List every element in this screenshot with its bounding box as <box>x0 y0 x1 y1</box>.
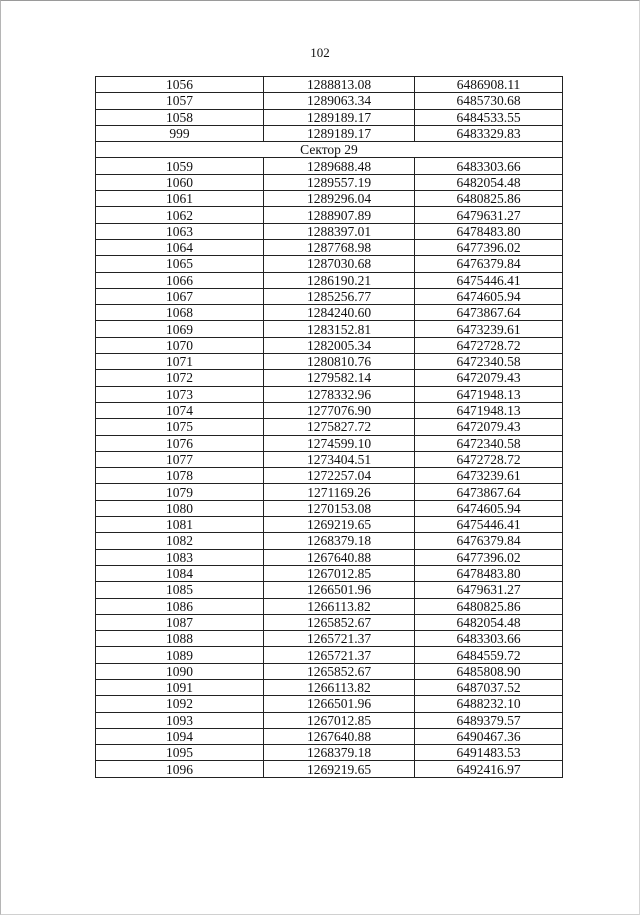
x-coordinate-cell: 1288907.89 <box>264 207 415 223</box>
table-row <box>96 256 563 272</box>
point-number-cell: 1062 <box>96 207 264 223</box>
x-coordinate-cell: 1270153.08 <box>264 500 415 516</box>
y-coordinate-cell: 6479631.27 <box>415 582 563 598</box>
table-row <box>96 728 563 744</box>
point-number-cell: 1068 <box>96 305 264 321</box>
x-coordinate-cell: 1289189.17 <box>264 109 415 125</box>
table-row <box>96 191 563 207</box>
y-coordinate-cell: 6472079.43 <box>415 370 563 386</box>
y-coordinate-cell: 6471948.13 <box>415 386 563 402</box>
x-coordinate-cell: 1278332.96 <box>264 386 415 402</box>
x-coordinate-cell: 1265721.37 <box>264 647 415 663</box>
point-number-cell: 1082 <box>96 533 264 549</box>
section-header-group <box>96 142 563 158</box>
point-number-cell: 1095 <box>96 745 264 761</box>
table-row <box>96 223 563 239</box>
table-row <box>96 696 563 712</box>
x-coordinate-cell: 1267640.88 <box>264 549 415 565</box>
y-coordinate-cell: 6477396.02 <box>415 239 563 255</box>
table-row <box>96 517 563 533</box>
x-coordinate-cell: 1282005.34 <box>264 337 415 353</box>
y-coordinate-cell: 6484533.55 <box>415 109 563 125</box>
x-coordinate-cell: 1266501.96 <box>264 696 415 712</box>
point-number-cell: 1069 <box>96 321 264 337</box>
x-coordinate-cell: 1268379.18 <box>264 745 415 761</box>
y-coordinate-cell: 6478483.80 <box>415 223 563 239</box>
table-row <box>96 272 563 288</box>
x-coordinate-cell: 1268379.18 <box>264 533 415 549</box>
y-coordinate-cell: 6485730.68 <box>415 93 563 109</box>
point-number-cell: 1061 <box>96 191 264 207</box>
x-coordinate-cell: 1286190.21 <box>264 272 415 288</box>
point-number-cell: 1057 <box>96 93 264 109</box>
y-coordinate-cell: 6489379.57 <box>415 712 563 728</box>
point-number-cell: 1064 <box>96 239 264 255</box>
point-number-cell: 1081 <box>96 517 264 533</box>
y-coordinate-cell: 6486908.11 <box>415 77 563 93</box>
x-coordinate-cell: 1265852.67 <box>264 614 415 630</box>
point-number-cell: 1067 <box>96 288 264 304</box>
table-row <box>96 549 563 565</box>
table-row <box>96 207 563 223</box>
point-number-cell: 1079 <box>96 484 264 500</box>
y-coordinate-cell: 6472728.72 <box>415 451 563 467</box>
table-row <box>96 598 563 614</box>
y-coordinate-cell: 6474605.94 <box>415 500 563 516</box>
table-row <box>96 337 563 353</box>
table-row <box>96 435 563 451</box>
y-coordinate-cell: 6485808.90 <box>415 663 563 679</box>
table-row <box>96 533 563 549</box>
point-number-cell: 1059 <box>96 158 264 174</box>
y-coordinate-cell: 6478483.80 <box>415 565 563 581</box>
y-coordinate-cell: 6483329.83 <box>415 125 563 141</box>
point-number-cell: 1096 <box>96 761 264 777</box>
x-coordinate-cell: 1277076.90 <box>264 402 415 418</box>
x-coordinate-cell: 1284240.60 <box>264 305 415 321</box>
point-number-cell: 1075 <box>96 419 264 435</box>
x-coordinate-cell: 1285256.77 <box>264 288 415 304</box>
point-number-cell: 1089 <box>96 647 264 663</box>
x-coordinate-cell: 1273404.51 <box>264 451 415 467</box>
table-row <box>96 761 563 777</box>
x-coordinate-cell: 1279582.14 <box>264 370 415 386</box>
table-row <box>96 679 563 695</box>
table-row <box>96 712 563 728</box>
table-row <box>96 663 563 679</box>
table-row <box>96 565 563 581</box>
x-coordinate-cell: 1265852.67 <box>264 663 415 679</box>
x-coordinate-cell: 1266501.96 <box>264 582 415 598</box>
x-coordinate-cell: 1288813.08 <box>264 77 415 93</box>
y-coordinate-cell: 6475446.41 <box>415 272 563 288</box>
y-coordinate-cell: 6492416.97 <box>415 761 563 777</box>
point-number-cell: 1092 <box>96 696 264 712</box>
y-coordinate-cell: 6476379.84 <box>415 256 563 272</box>
table-row <box>96 370 563 386</box>
point-number-cell: 1087 <box>96 614 264 630</box>
table-row <box>96 77 563 93</box>
y-coordinate-cell: 6473239.61 <box>415 321 563 337</box>
y-coordinate-cell: 6487037.52 <box>415 679 563 695</box>
table-row <box>96 109 563 125</box>
y-coordinate-cell: 6483303.66 <box>415 631 563 647</box>
point-number-cell: 1072 <box>96 370 264 386</box>
x-coordinate-cell: 1289557.19 <box>264 174 415 190</box>
point-number-cell: 1070 <box>96 337 264 353</box>
point-number-cell: 999 <box>96 125 264 141</box>
point-number-cell: 1066 <box>96 272 264 288</box>
y-coordinate-cell: 6480825.86 <box>415 191 563 207</box>
point-number-cell: 1074 <box>96 402 264 418</box>
table-row <box>96 419 563 435</box>
point-number-cell: 1065 <box>96 256 264 272</box>
y-coordinate-cell: 6479631.27 <box>415 207 563 223</box>
point-number-cell: 1080 <box>96 500 264 516</box>
point-number-cell: 1056 <box>96 77 264 93</box>
table-row <box>96 614 563 630</box>
section-header-row <box>96 142 563 158</box>
x-coordinate-cell: 1267012.85 <box>264 712 415 728</box>
y-coordinate-cell: 6477396.02 <box>415 549 563 565</box>
y-coordinate-cell: 6474605.94 <box>415 288 563 304</box>
y-coordinate-cell: 6473239.61 <box>415 468 563 484</box>
y-coordinate-cell: 6488232.10 <box>415 696 563 712</box>
x-coordinate-cell: 1289688.48 <box>264 158 415 174</box>
y-coordinate-cell: 6482054.48 <box>415 174 563 190</box>
y-coordinate-cell: 6484559.72 <box>415 647 563 663</box>
table-row <box>96 451 563 467</box>
x-coordinate-cell: 1289296.04 <box>264 191 415 207</box>
table-row <box>96 125 563 141</box>
point-number-cell: 1078 <box>96 468 264 484</box>
point-number-cell: 1090 <box>96 663 264 679</box>
coordinates-table <box>95 76 563 778</box>
x-coordinate-cell: 1271169.26 <box>264 484 415 500</box>
table-row <box>96 402 563 418</box>
y-coordinate-cell: 6471948.13 <box>415 402 563 418</box>
x-coordinate-cell: 1274599.10 <box>264 435 415 451</box>
x-coordinate-cell: 1272257.04 <box>264 468 415 484</box>
point-number-cell: 1088 <box>96 631 264 647</box>
table-row <box>96 745 563 761</box>
y-coordinate-cell: 6480825.86 <box>415 598 563 614</box>
x-coordinate-cell: 1267012.85 <box>264 565 415 581</box>
section-title: Сектор 29 <box>96 142 563 158</box>
y-coordinate-cell: 6473867.64 <box>415 305 563 321</box>
table-row <box>96 321 563 337</box>
x-coordinate-cell: 1288397.01 <box>264 223 415 239</box>
point-number-cell: 1077 <box>96 451 264 467</box>
point-number-cell: 1084 <box>96 565 264 581</box>
x-coordinate-cell: 1269219.65 <box>264 517 415 533</box>
x-coordinate-cell: 1289189.17 <box>264 125 415 141</box>
table-row <box>96 354 563 370</box>
table-row <box>96 631 563 647</box>
table-row <box>96 288 563 304</box>
table-row <box>96 305 563 321</box>
table-row <box>96 158 563 174</box>
x-coordinate-cell: 1266113.82 <box>264 598 415 614</box>
x-coordinate-cell: 1265721.37 <box>264 631 415 647</box>
table-body-before-section <box>96 77 563 142</box>
point-number-cell: 1076 <box>96 435 264 451</box>
point-number-cell: 1083 <box>96 549 264 565</box>
table-row <box>96 239 563 255</box>
table-row <box>96 174 563 190</box>
y-coordinate-cell: 6472728.72 <box>415 337 563 353</box>
x-coordinate-cell: 1275827.72 <box>264 419 415 435</box>
y-coordinate-cell: 6472340.58 <box>415 435 563 451</box>
x-coordinate-cell: 1289063.34 <box>264 93 415 109</box>
table-row <box>96 386 563 402</box>
point-number-cell: 1058 <box>96 109 264 125</box>
point-number-cell: 1073 <box>96 386 264 402</box>
table-row <box>96 500 563 516</box>
x-coordinate-cell: 1267640.88 <box>264 728 415 744</box>
x-coordinate-cell: 1280810.76 <box>264 354 415 370</box>
point-number-cell: 1094 <box>96 728 264 744</box>
table-row <box>96 582 563 598</box>
page-number: 102 <box>310 45 330 60</box>
table-body-after-section <box>96 158 563 777</box>
y-coordinate-cell: 6491483.53 <box>415 745 563 761</box>
y-coordinate-cell: 6473867.64 <box>415 484 563 500</box>
y-coordinate-cell: 6490467.36 <box>415 728 563 744</box>
x-coordinate-cell: 1287768.98 <box>264 239 415 255</box>
y-coordinate-cell: 6475446.41 <box>415 517 563 533</box>
x-coordinate-cell: 1266113.82 <box>264 679 415 695</box>
y-coordinate-cell: 6476379.84 <box>415 533 563 549</box>
table-row <box>96 468 563 484</box>
x-coordinate-cell: 1269219.65 <box>264 761 415 777</box>
x-coordinate-cell: 1283152.81 <box>264 321 415 337</box>
y-coordinate-cell: 6482054.48 <box>415 614 563 630</box>
table-row <box>96 647 563 663</box>
point-number-cell: 1060 <box>96 174 264 190</box>
point-number-cell: 1093 <box>96 712 264 728</box>
table-row <box>96 93 563 109</box>
y-coordinate-cell: 6472079.43 <box>415 419 563 435</box>
point-number-cell: 1085 <box>96 582 264 598</box>
y-coordinate-cell: 6472340.58 <box>415 354 563 370</box>
table-row <box>96 484 563 500</box>
point-number-cell: 1091 <box>96 679 264 695</box>
y-coordinate-cell: 6483303.66 <box>415 158 563 174</box>
point-number-cell: 1071 <box>96 354 264 370</box>
point-number-cell: 1086 <box>96 598 264 614</box>
x-coordinate-cell: 1287030.68 <box>264 256 415 272</box>
point-number-cell: 1063 <box>96 223 264 239</box>
